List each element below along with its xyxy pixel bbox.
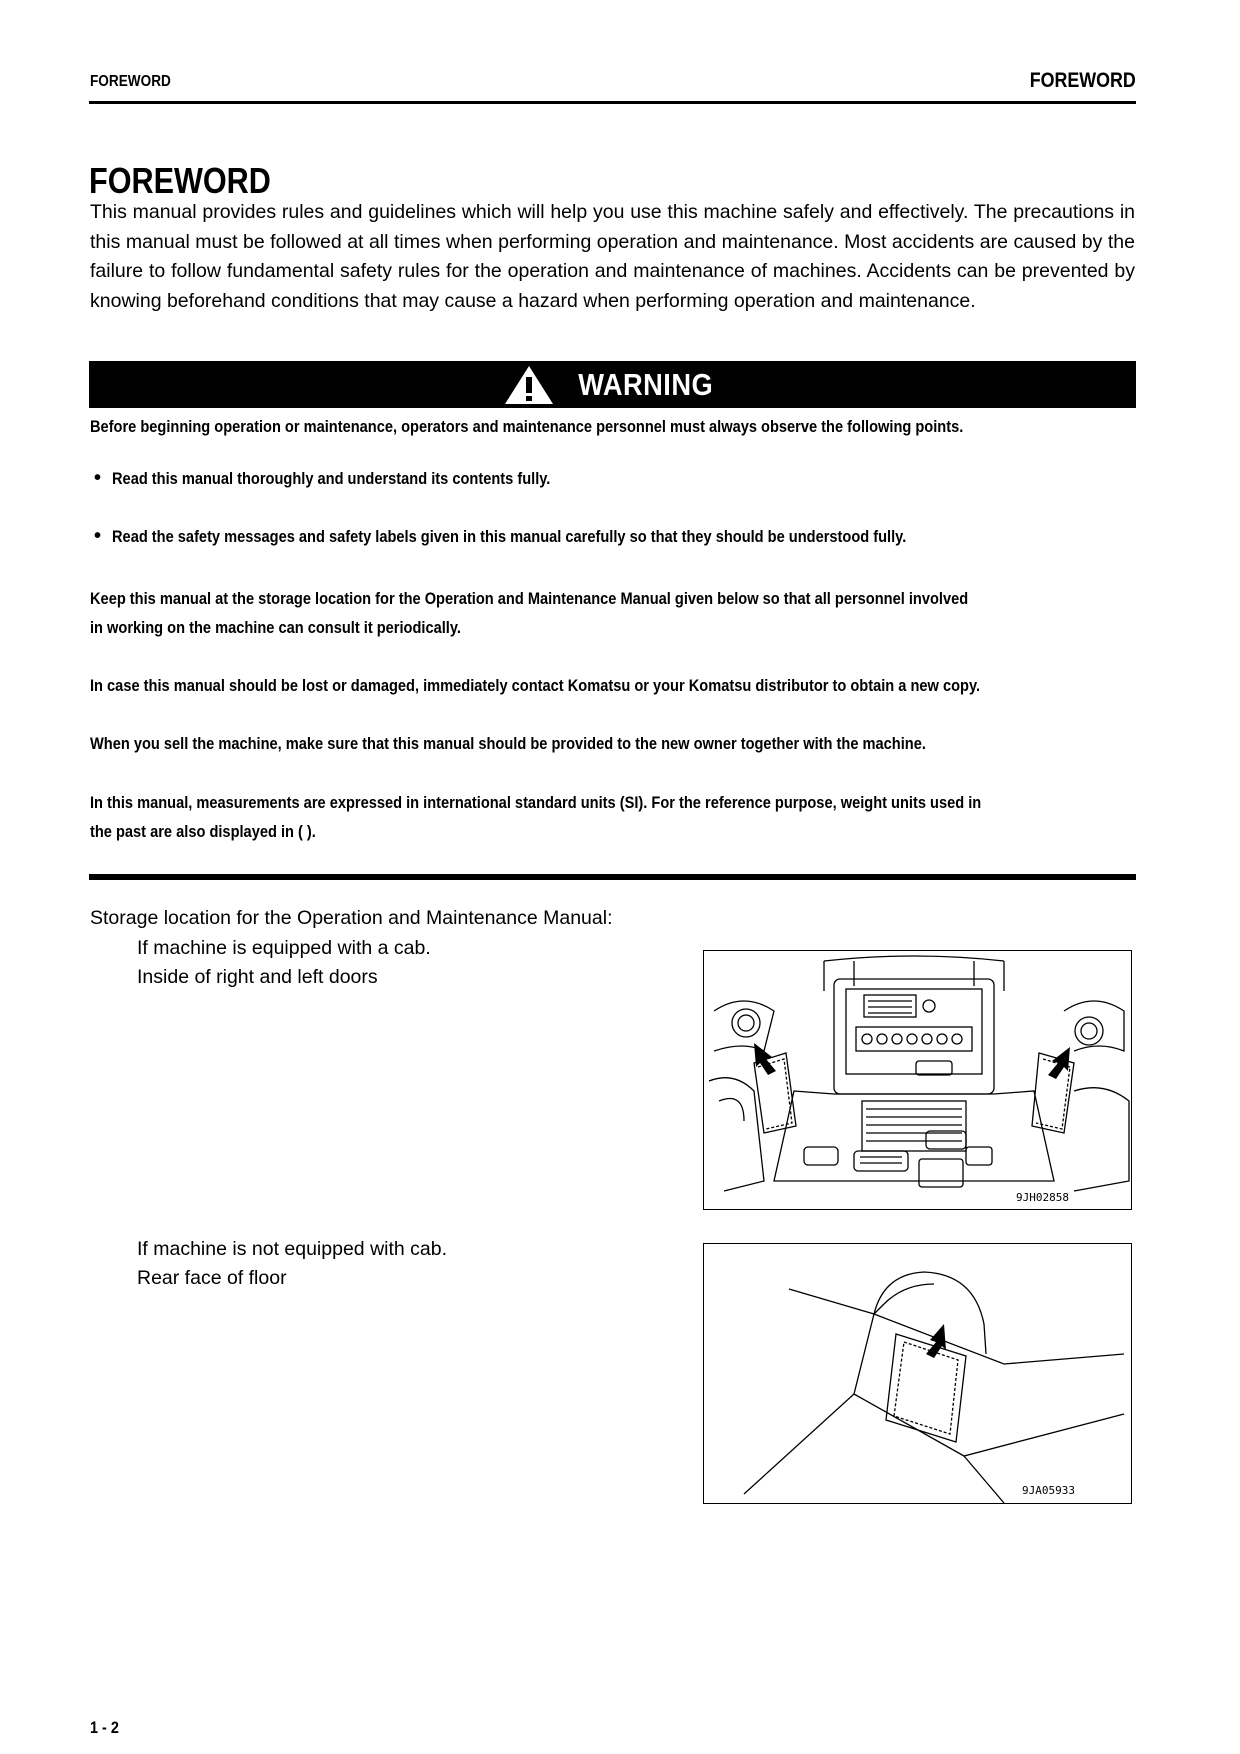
warning-banner xyxy=(89,361,1136,408)
warning-lost-paragraph: In case this manual should be lost or damaged, immediately contact Komatsu or your Komatsu distributor to obtain a new copy. xyxy=(90,676,981,695)
warning-units-paragraph: In this manual, measurements are expressed in international standard units (SI). For the reference purpose, weight units used in the past are also displayed in ( ). xyxy=(90,793,982,841)
cab-interior-illustration xyxy=(704,951,1131,1209)
cab-figure-code: 9JH02858 xyxy=(1016,1191,1069,1204)
storage-nocab-condition: If machine is not equipped with cab. xyxy=(137,1238,448,1260)
header-chapter-label: FOREWORD xyxy=(1029,69,1136,92)
floor-rear-figure xyxy=(703,1243,1132,1504)
intro-paragraph: This manual provides rules and guidelines which will help you use this machine safely and effectively. The precautions in this manual must be followed at all times when performing operation and maintenance. Most accidents are caused by the failure to follow fundamental safety rules for the operation and maintenance of machines. Accidents can be prevented by knowing beforehand conditions that may cause a hazard when performing operation and maintenance. xyxy=(90,201,1135,312)
storage-cab-location: Inside of right and left doors xyxy=(137,966,378,988)
bullet-icon: • xyxy=(94,467,102,489)
warning-bullet xyxy=(94,525,1036,548)
bullet-icon: • xyxy=(94,525,102,547)
bullet-text: Read the safety messages and safety labels given in this manual carefully so that they should be understood fully. xyxy=(112,527,907,546)
warning-lead: Before beginning operation or maintenance, operators and maintenance personnel must always observe the following points. xyxy=(90,417,964,436)
nocab-figure-code: 9JA05933 xyxy=(1022,1484,1075,1497)
floor-rear-illustration xyxy=(704,1244,1131,1503)
storage-nocab-location: Rear face of floor xyxy=(137,1267,287,1289)
page-number: 1 - 2 xyxy=(90,1718,119,1737)
warning-keep-paragraph: Keep this manual at the storage location for the Operation and Maintenance Manual given below so that all personnel involved in working on the machine can consult it periodically. xyxy=(90,589,969,637)
warning-label: WARNING xyxy=(578,366,713,402)
cab-interior-figure xyxy=(703,950,1132,1210)
warning-end-divider xyxy=(89,874,1136,880)
warning-triangle-icon xyxy=(503,364,555,406)
warning-sell-paragraph: When you sell the machine, make sure that this manual should be provided to the new owner together with the machine. xyxy=(90,734,926,753)
header-divider xyxy=(89,101,1136,104)
bullet-text: Read this manual thoroughly and understand its contents fully. xyxy=(112,469,551,488)
header-section-label: FOREWORD xyxy=(90,73,171,90)
storage-heading: Storage location for the Operation and Maintenance Manual: xyxy=(90,907,613,929)
storage-cab-condition: If machine is equipped with a cab. xyxy=(137,937,431,959)
warning-bullet xyxy=(94,467,622,490)
page-title: FOREWORD xyxy=(89,160,271,201)
